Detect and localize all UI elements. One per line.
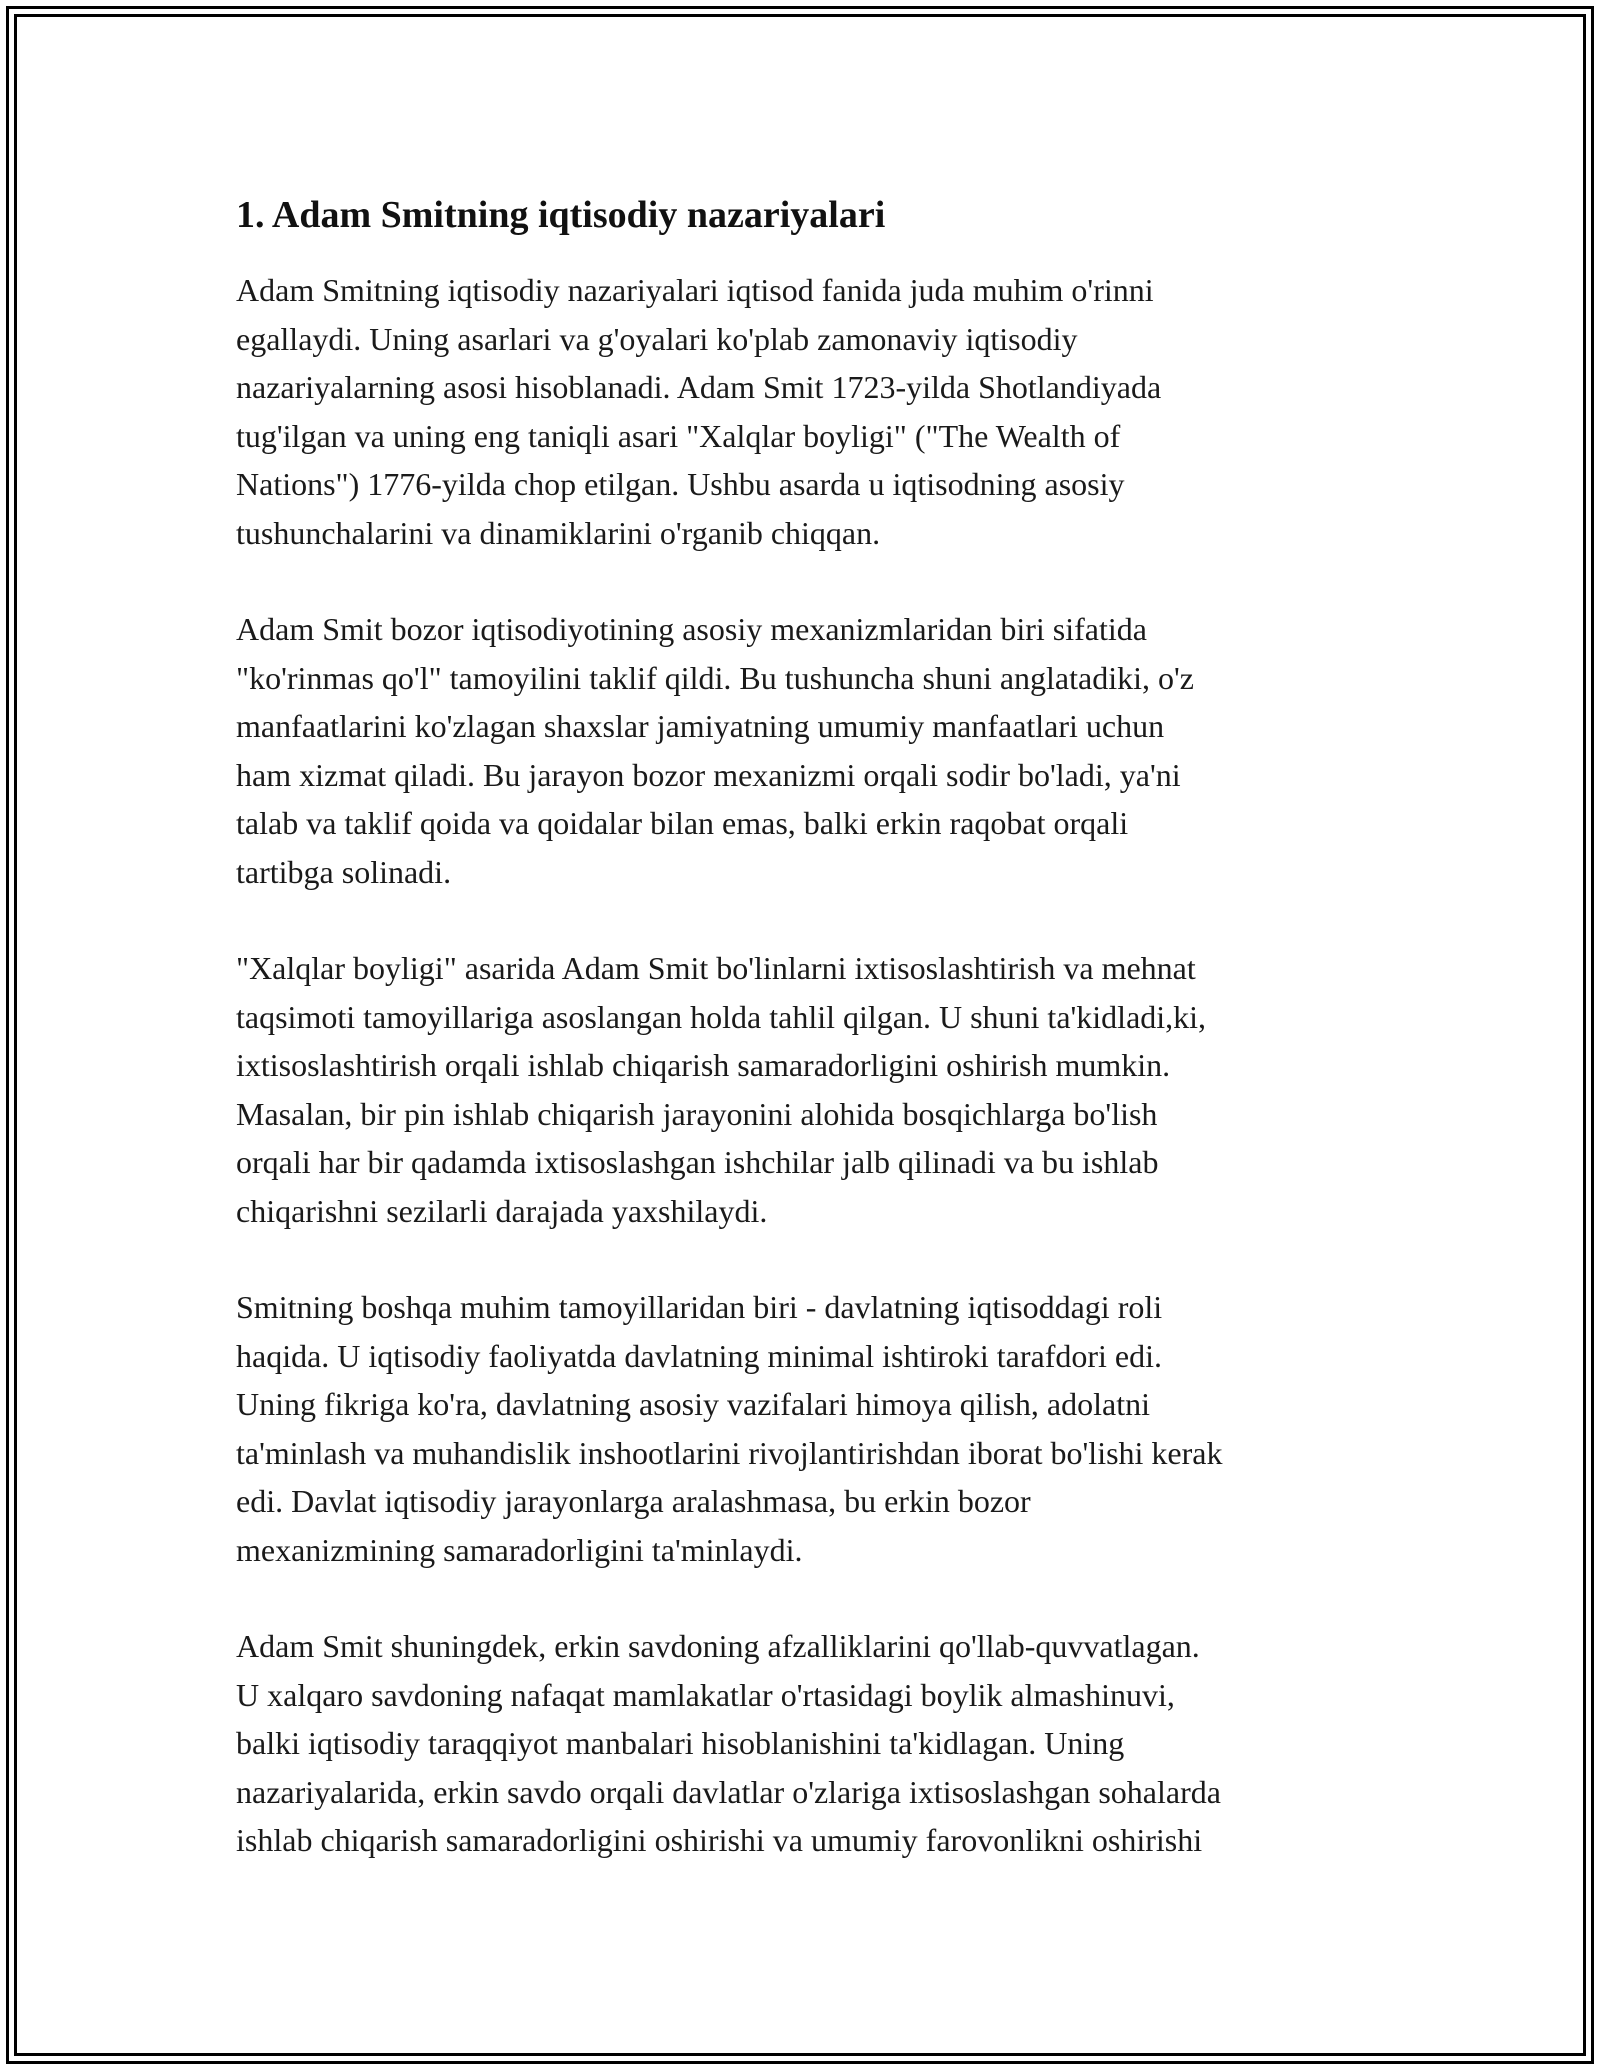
section-heading: 1. Adam Smitning iqtisodiy nazariyalari xyxy=(236,194,886,236)
document-body xyxy=(236,186,1386,1913)
paragraph-role-of-state: Smitning boshqa muhim tamoyillaridan biri - davlatning iqtisoddagi roli haqida. U iqtisodiy faoliyatda davlatning minimal ishtiroki tarafdori edi. Uning fikriga ko'ra, davlatning asosiy vazifalari himoya qilish, adolatni ta'minlash va muhandislik inshootlarini rivojlantirishdan iborat bo'lishi kerak edi. Davlat iqtisodiy jarayonlarga aralashmasa, bu erkin bozor mexanizmining samaradorligini ta'minlaydi. xyxy=(236,1289,1223,1568)
paragraph-division-of-labor: "Xalqlar boyligi" asarida Adam Smit bo'linlarni ixtisoslashtirish va mehnat taqsimoti tamoyillariga asoslangan holda tahlil qilgan. U shuni ta'kidladi,ki, ixtisoslashtirish orqali ishlab chiqarish samaradorligini oshirish mumkin. Masalan, bir pin ishlab chiqarish jarayonini alohida bosqichlarga bo'lish orqali har bir qadamda ixtisoslashgan ishchilar jalb qilinadi va bu ishlab chiqarishni sezilarli darajada yaxshilaydi. xyxy=(236,950,1207,1229)
paragraph-invisible-hand: Adam Smit bozor iqtisodiyotining asosiy mexanizmlaridan biri sifatida "ko'rinmas qo'l" tamoyilini taklif qildi. Bu tushuncha shuni anglatadiki, o'z manfaatlarini ko'zlagan shaxslar jamiyatning umumiy manfaatlari uchun ham xizmat qiladi. Bu jarayon bozor mexanizmi orqali sodir bo'ladi, ya'ni talab va taklif qoida va qoidalar bilan emas, balki erkin raqobat orqali tartibga solinadi. xyxy=(236,611,1194,890)
paragraph-intro: Adam Smitning iqtisodiy nazariyalari iqtisod fanida juda muhim o'rinni egallaydi. Uning asarlari va g'oyalari ko'plab zamonaviy iqtisodiy nazariyalarning asosi hisoblanadi. Adam Smit 1723-yilda Shotlandiyada tug'ilgan va uning eng taniqli asari "Xalqlar boyligi" ("The Wealth of Nations") 1776-yilda chop etilgan. Ushbu asarda u iqtisodning asosiy tushunchalarini va dinamiklarini o'rganib chiqqan. xyxy=(236,272,1162,551)
paragraph-free-trade: Adam Smit shuningdek, erkin savdoning afzalliklarini qo'llab-quvvatlagan. U xalqaro savdoning nafaqat mamlakatlar o'rtasidagi boylik almashinuvi, balki iqtisodiy taraqqiyot manbalari hisoblanishini ta'kidlagan. Uning nazariyalarida, erkin savdo orqali davlatlar o'zlariga ixtisoslashgan sohalarda ishlab chiqarish samaradorligini oshirishi va umumiy farovonlikni oshirishi xyxy=(236,1628,1221,1858)
